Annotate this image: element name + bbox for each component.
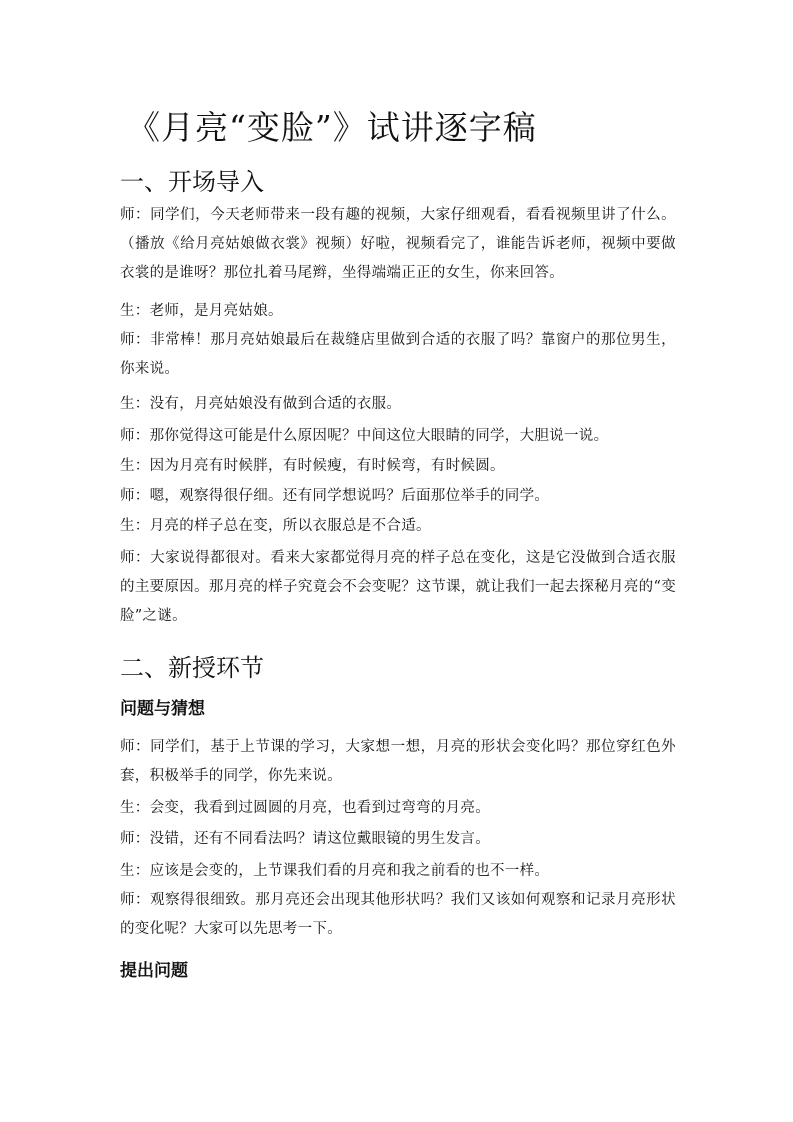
paragraph: 师：同学们，基于上节课的学习，大家想一想，月亮的形状会变化吗？那位穿红色外套，积极举手的同学，你先来说。 [120,739,676,784]
paragraph: 师：没错，还有不同看法吗？请这位戴眼镜的男生发言。 [120,831,490,847]
paragraph: 师：大家说得都很对。看来大家都觉得月亮的样子总在变化，这是它没做到合适衣服的主要原因。那月亮的样子究竟会不会变呢？这节课，就让我们一起去探秘月亮的“变脸”之谜。 [120,550,676,624]
document-title: 《月亮“变脸”》试讲逐字稿 [127,108,537,147]
subheading-question-and-guess: 问题与猜想 [120,699,205,719]
paragraph: 生：没有，月亮姑娘没有做到合适的衣服。 [120,396,402,412]
paragraph: 生：会变，我看到过圆圆的月亮，也看到过弯弯的月亮。 [120,800,490,816]
paragraph: 师：那你觉得这可能是什么原因呢？中间这位大眼睛的同学，大胆说一说。 [120,428,609,444]
paragraph: 生：月亮的样子总在变，所以衣服总是不合适。 [120,518,431,534]
paragraph: 师：嗯，观察得很仔细。还有同学想说吗？后面那位举手的同学。 [120,488,550,504]
paragraph: 生：因为月亮有时候胖，有时候瘦，有时候弯，有时候圆。 [120,458,505,474]
paragraph: 师：观察得很细致。那月亮还会出现其他形状吗？我们又该如何观察和记录月亮形状的变化呢？大家可以先思考一下。 [120,892,676,937]
subheading-raise-question: 提出问题 [120,961,188,981]
paragraph: 生：应该是会变的，上节课我们看的月亮和我之前看的也不一样。 [120,863,550,879]
paragraph: 生：老师，是月亮姑娘。 [120,303,283,319]
section-heading-intro: 一、开场导入 [120,168,264,196]
section-heading-new-lesson: 二、新授环节 [120,654,264,682]
paragraph: 师：同学们，今天老师带来一段有趣的视频，大家仔细观看，看看视频里讲了什么。（播放《给月亮姑娘做衣裳》视频）好啦，视频看完了，谁能告诉老师，视频中要做衣裳的是谁呀？那位扎着马尾辫，坐得端端正正的女生，你来回答。 [120,207,676,281]
paragraph: 师：非常棒！那月亮姑娘最后在裁缝店里做到合适的衣服了吗？靠窗户的那位男生，你来说。 [120,332,676,377]
